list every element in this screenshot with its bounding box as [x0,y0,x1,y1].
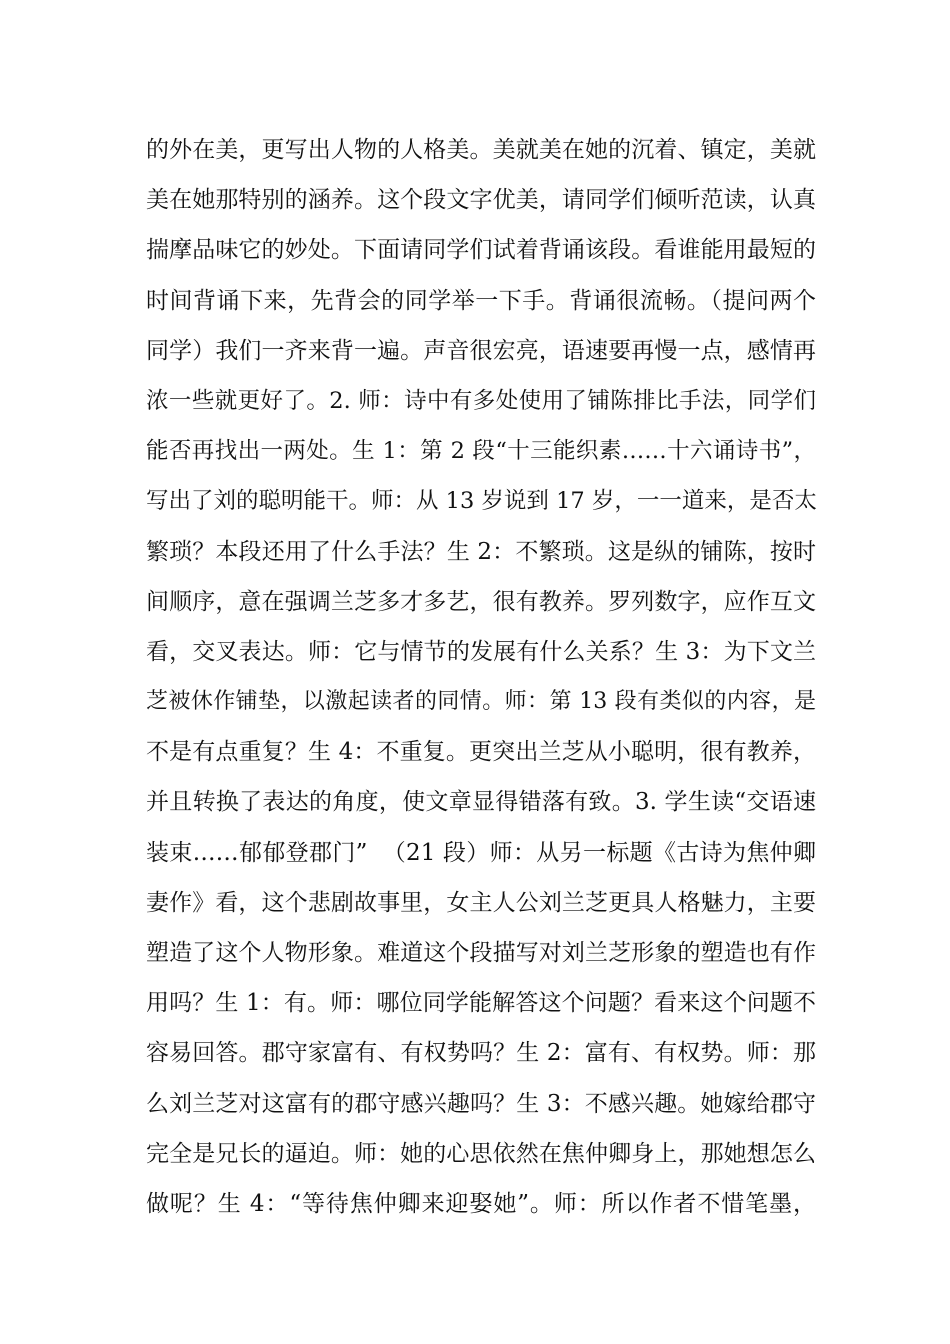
text-line: 芝被休作铺垫，以激起读者的同情。师：第 13 段有类似的内容，是 [146,689,816,715]
text-line: 不是有点重复？生 4：不重复。更突出兰芝从小聪明，很有教养， [146,739,816,766]
text-line: 做呢？生 4：“等待焦仲卿来迎娶她”。师：所以作者不惜笔墨， [146,1190,816,1217]
text-line: 时间背诵下来，先背会的同学举一下手。背诵很流畅。（提问两个 [146,287,816,314]
text-line: 装束……郁郁登郡门” （21 段）师：从另一标题《古诗为焦仲卿 [146,839,816,866]
text-line: 容易回答。郡守家富有、有权势吗？生 2：富有、有权势。师：那 [146,1040,816,1067]
text-line: 美在她那特别的涵养。这个段文字优美，请同学们倾听范读，认真 [146,187,816,214]
text-line: 塑造了这个人物形象。难道这个段描写对刘兰芝形象的塑造也有作 [146,940,816,966]
body-text [146,131,816,1235]
text-line: 看，交叉表达。师：它与情节的发展有什么关系？生 3：为下文兰 [146,638,816,665]
text-line: 的外在美，更写出人物的人格美。美就美在她的沉着、镇定，美就 [146,137,816,163]
text-line: 么刘兰芝对这富有的郡守感兴趣吗？生 3：不感兴趣。她嫁给郡守 [146,1090,816,1117]
text-line: 浓一些就更好了。2. 师：诗中有多处使用了铺陈排比手法，同学们 [146,387,816,414]
text-line: 并且转换了表达的角度，使文章显得错落有致。3. 学生读“交语速 [146,789,816,816]
text-line: 完全是兄长的逼迫。师：她的心思依然在焦仲卿身上，那她想怎么 [146,1140,816,1167]
text-line: 妻作》看，这个悲剧故事里，女主人公刘兰芝更具人格魅力，主要 [146,889,816,916]
text-line: 同学）我们一齐来背一遍。声音很宏亮，语速要再慢一点，感情再 [146,337,816,364]
text-line: 用吗？生 1：有。师：哪位同学能解答这个问题？看来这个问题不 [146,990,816,1017]
text-line: 揣摩品味它的妙处。下面请同学们试着背诵该段。看谁能用最短的 [146,237,816,264]
text-line: 繁琐？本段还用了什么手法？生 2：不繁琐。这是纵的铺陈，按时 [146,538,816,565]
text-line: 能否再找出一两处。生 1：第 2 段“十三能织素……十六诵诗书”， [146,438,816,465]
text-line: 写出了刘的聪明能干。师：从 13 岁说到 17 岁，一一道来，是否太 [146,488,817,515]
text-line: 间顺序，意在强调兰芝多才多艺，很有教养。罗列数字，应作互文 [146,588,816,615]
